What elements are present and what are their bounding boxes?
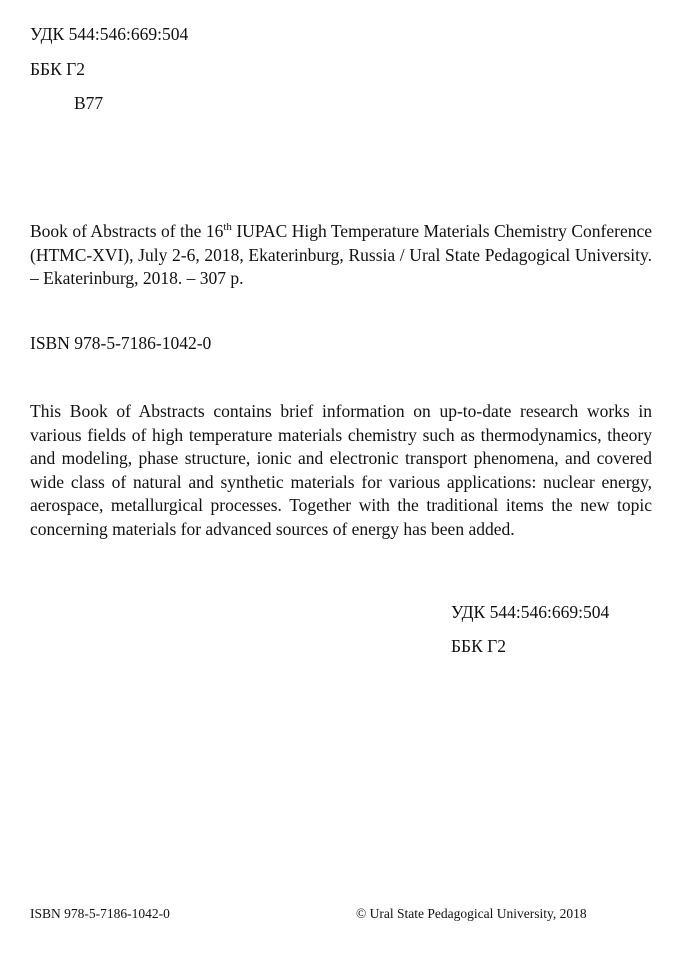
citation-rest: IUPAC High Temperature Materials Chemistry Conference (HTMC-XVI), July 2-6, 2018, Ekaterinburg, Russia / Ural State Pedagogical University. – Ekaterinburg, 2018. – 307 p.: [30, 221, 652, 288]
footer-isbn: ISBN 978-5-7186-1042-0: [30, 906, 170, 921]
author-mark: В77: [74, 93, 104, 113]
bbk-code-classification: ББК Г2: [451, 636, 507, 656]
citation: [30, 220, 652, 291]
isbn: ISBN 978-5-7186-1042-0: [30, 333, 212, 353]
copyright: © Ural State Pedagogical University, 2018: [356, 906, 587, 921]
udk-code: УДК 544:546:669:504: [30, 24, 189, 44]
ordinal-suffix: th: [223, 221, 232, 234]
citation-start: Book of Abstracts of the 16: [30, 221, 224, 241]
bbk-code: ББК Г2: [30, 59, 86, 79]
abstract: This Book of Abstracts contains brief information on up-to-date research works in various fields of high temperature materials chemistry such as thermodynamics, theory and modeling, phase structure, ionic and electronic transport phenomena, and covered wide class of natural and synthetic materials for various applications: nuclear energy, aerospace, metallurgical processes. Together with the traditional items the new topic concerning materials for advanced sources of energy has been added.: [30, 401, 652, 539]
udk-code-classification: УДК 544:546:669:504: [451, 602, 610, 622]
